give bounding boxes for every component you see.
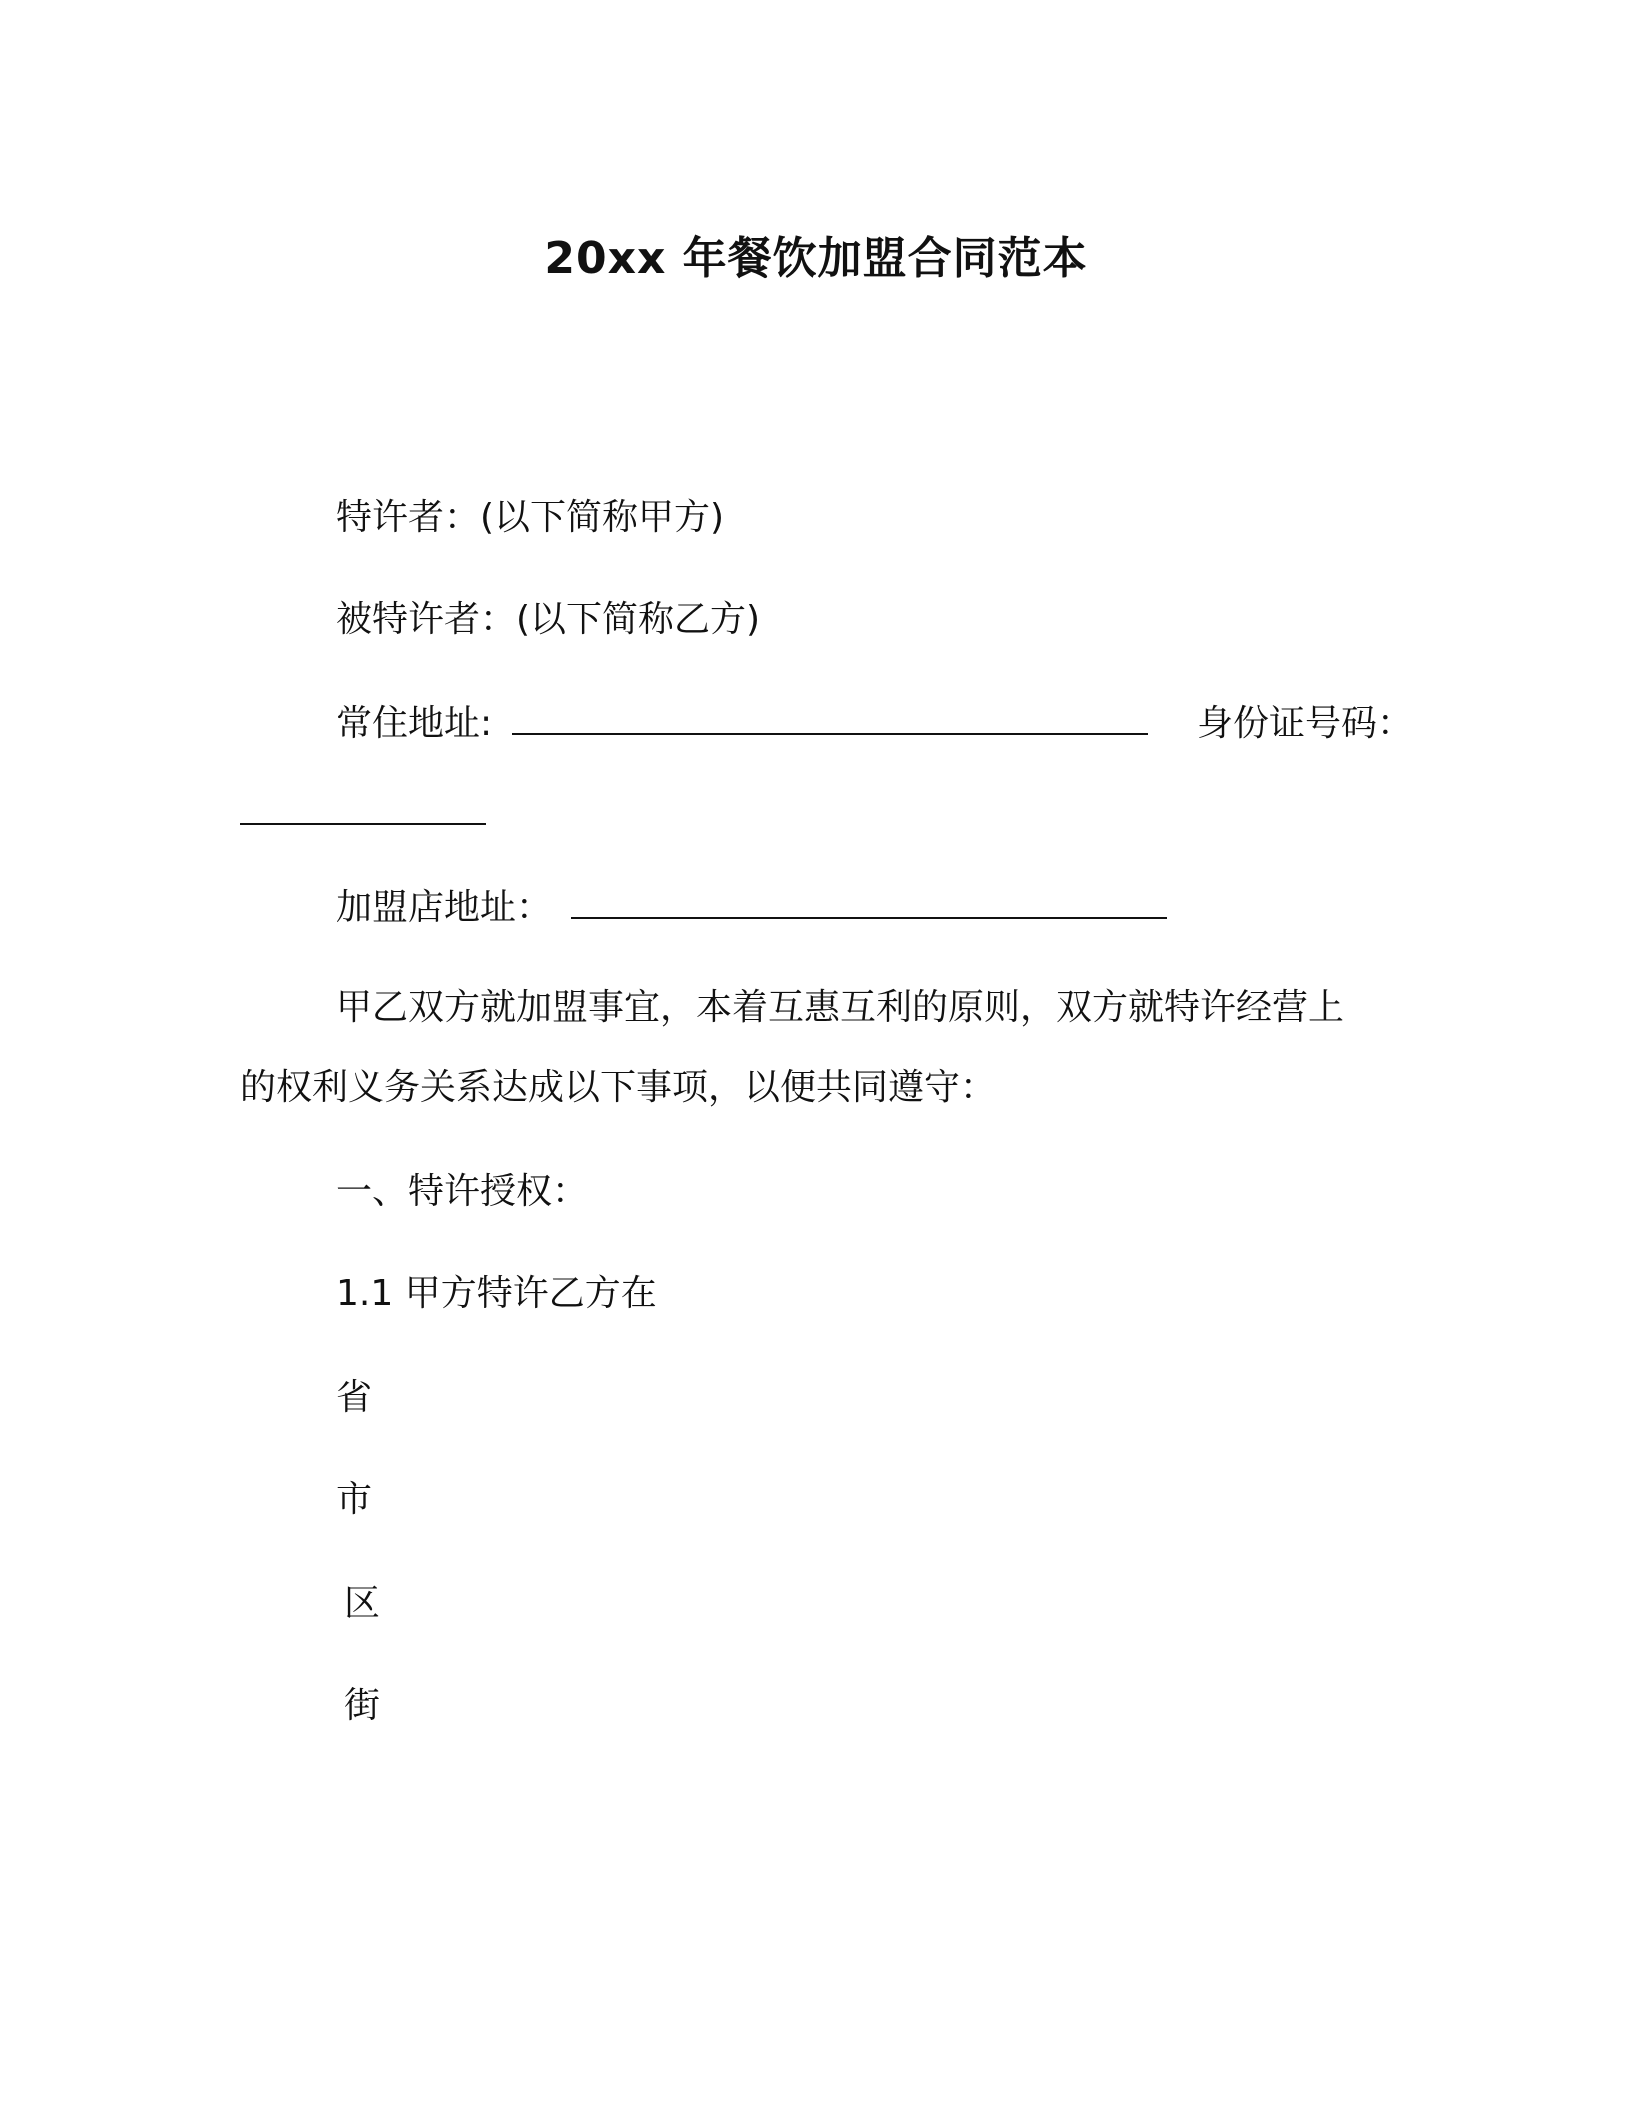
- city-field: 市: [336, 1479, 373, 1520]
- document-title: 20xx 年餐饮加盟合同范本: [544, 233, 1088, 284]
- party-a-line: 特许者：(以下简称甲方): [336, 497, 725, 538]
- address-line: [336, 702, 1413, 746]
- section-1-heading: 一、特许授权：: [336, 1171, 589, 1212]
- id-number-blank[interactable]: [240, 793, 486, 825]
- district-field: 区: [344, 1583, 381, 1624]
- intro-paragraph-line-1: 甲乙双方就加盟事宜，本着互惠互利的原则，双方就特许经营上: [336, 987, 1345, 1028]
- id-number-label: 身份证号码：: [1197, 703, 1414, 744]
- address-label: 常住地址:: [336, 703, 493, 744]
- address-blank[interactable]: [512, 703, 1148, 735]
- id-number-line: [240, 792, 486, 836]
- clause-1-1: 1.1 甲方特许乙方在: [336, 1273, 657, 1314]
- store-address-line: [336, 886, 1167, 930]
- province-field: 省: [336, 1377, 373, 1418]
- store-address-blank[interactable]: [571, 887, 1167, 919]
- store-address-label: 加盟店地址：: [336, 887, 553, 928]
- intro-paragraph-line-2: 的权利义务关系达成以下事项，以便共同遵守：: [240, 1067, 997, 1108]
- street-field: 街: [344, 1685, 381, 1726]
- party-b-line: 被特许者：(以下简称乙方): [336, 599, 761, 640]
